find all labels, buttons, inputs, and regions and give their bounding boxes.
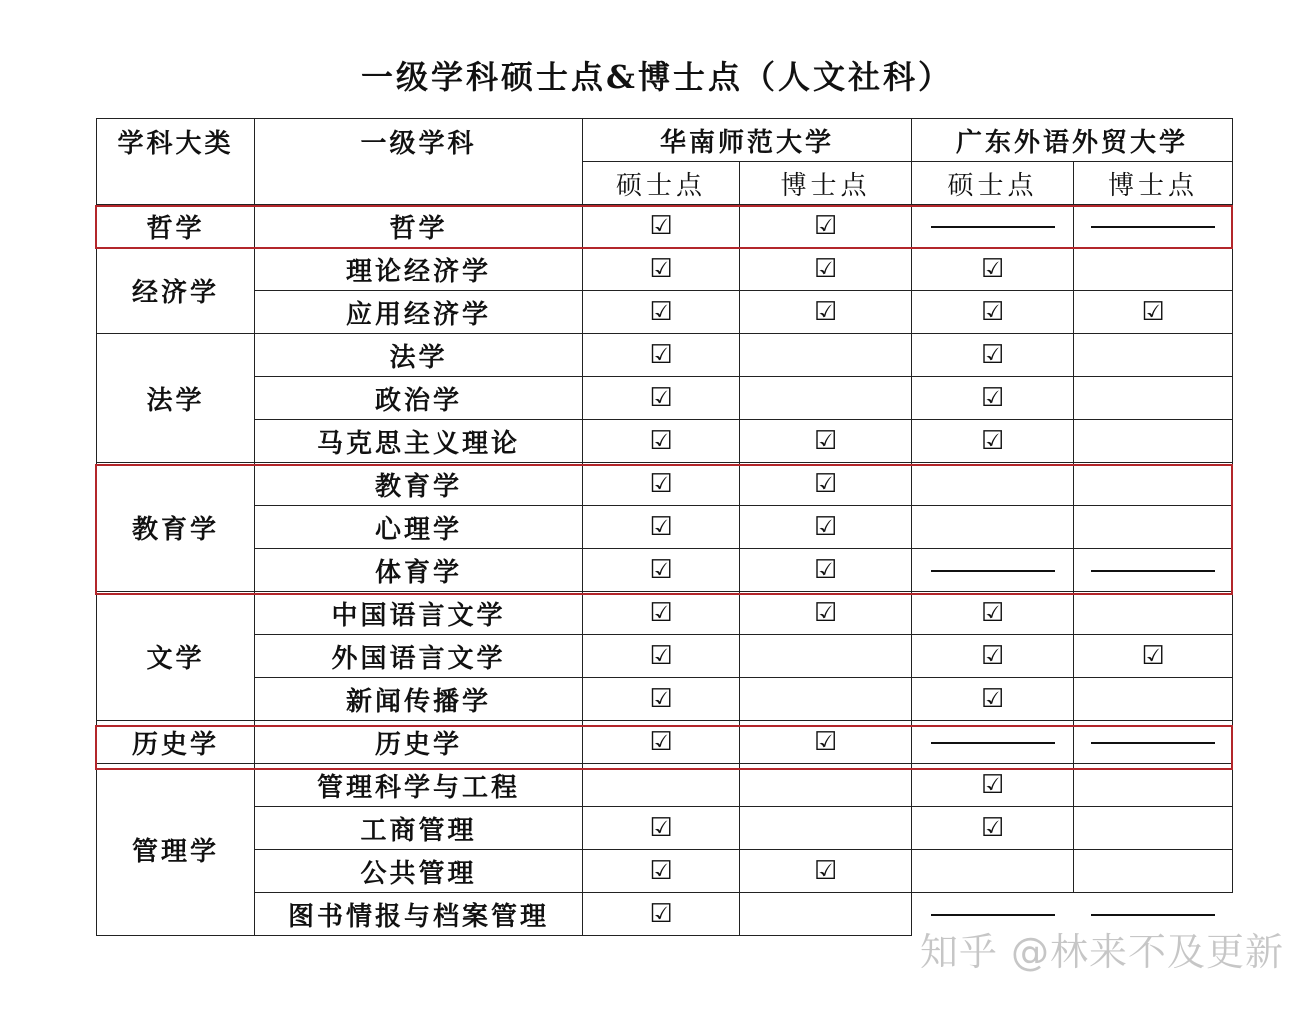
table-row [97, 205, 1233, 248]
cell-univ2-master [912, 291, 1074, 334]
header-univ2-doctor: 博士点 [1074, 162, 1233, 205]
dash-line-icon [931, 742, 1055, 744]
cell-univ1-master [583, 893, 740, 936]
cell-univ1-doctor [740, 807, 912, 850]
checkbox-checked-icon: ☑ [980, 340, 1005, 370]
cell-univ2-master [912, 807, 1074, 850]
checkbox-checked-icon: ☑ [649, 383, 673, 413]
table-row [97, 420, 1233, 463]
dash-line-icon [931, 570, 1055, 572]
cell-univ1-doctor [740, 893, 912, 936]
checkbox-checked-icon: ☑ [649, 684, 673, 714]
table-row [97, 721, 1233, 764]
cell-univ2-doctor [1074, 205, 1233, 248]
checkbox-checked-icon: ☑ [980, 254, 1005, 284]
checkbox-checked-icon: ☑ [813, 469, 838, 499]
checkbox-checked-icon: ☑ [649, 426, 673, 456]
discipline-cell: 马克思主义理论 [255, 420, 583, 463]
table-row [97, 377, 1233, 420]
discipline-cell: 中国语言文学 [255, 592, 583, 635]
checkbox-checked-icon: ☑ [649, 641, 673, 671]
checkbox-checked-icon: ☑ [649, 598, 673, 628]
cell-univ1-doctor [740, 764, 912, 807]
cell-univ2-doctor [1074, 549, 1233, 592]
checkbox-checked-icon: ☑ [649, 856, 673, 886]
discipline-cell: 外国语言文学 [255, 635, 583, 678]
header-univ2: 广东外语外贸大学 [912, 119, 1233, 162]
dash-line-icon [1091, 914, 1215, 916]
header-category: 学科大类 [97, 119, 255, 205]
discipline-cell: 政治学 [255, 377, 583, 420]
discipline-cell: 理论经济学 [255, 248, 583, 291]
cell-univ1-master [583, 420, 740, 463]
checkbox-checked-icon: ☑ [980, 426, 1005, 456]
cell-univ2-master [912, 549, 1074, 592]
table-row [97, 850, 1233, 893]
table-row [97, 807, 1233, 850]
checkbox-checked-icon: ☑ [813, 426, 838, 456]
discipline-cell: 图书情报与档案管理 [255, 893, 583, 936]
cell-univ2-master [912, 205, 1074, 248]
discipline-cell: 法学 [255, 334, 583, 377]
discipline-cell: 管理科学与工程 [255, 764, 583, 807]
cell-univ2-doctor [1074, 248, 1233, 291]
header-univ1-doctor: 博士点 [740, 162, 912, 205]
category-cell: 文学 [97, 592, 255, 721]
checkbox-checked-icon: ☑ [980, 770, 1005, 800]
checkbox-checked-icon: ☑ [980, 684, 1005, 714]
cell-univ2-master [912, 506, 1074, 549]
checkbox-checked-icon: ☑ [980, 297, 1005, 327]
checkbox-checked-icon: ☑ [813, 211, 838, 241]
header-univ1-master: 硕士点 [583, 162, 740, 205]
category-cell: 哲学 [97, 205, 255, 248]
cell-univ1-master [583, 850, 740, 893]
cell-univ1-master [583, 764, 740, 807]
cell-univ1-doctor [740, 205, 912, 248]
cell-univ1-doctor [740, 549, 912, 592]
cell-univ1-master [583, 807, 740, 850]
checkbox-checked-icon: ☑ [813, 555, 838, 585]
discipline-table [96, 118, 1233, 936]
category-cell: 教育学 [97, 463, 255, 592]
table-row [97, 549, 1233, 592]
page-title: 一级学科硕士点&博士点（人文社科） [361, 58, 953, 96]
discipline-cell: 新闻传播学 [255, 678, 583, 721]
cell-univ1-doctor [740, 291, 912, 334]
cell-univ1-doctor [740, 850, 912, 893]
discipline-cell: 公共管理 [255, 850, 583, 893]
discipline-cell: 历史学 [255, 721, 583, 764]
watermark: 知乎 @林来不及更新 [919, 930, 1284, 974]
cell-univ1-master [583, 721, 740, 764]
checkbox-checked-icon: ☑ [649, 211, 673, 241]
header-discipline: 一级学科 [255, 119, 583, 205]
checkbox-checked-icon: ☑ [1141, 297, 1165, 327]
cell-univ1-doctor [740, 463, 912, 506]
cell-univ2-master [912, 592, 1074, 635]
checkbox-checked-icon: ☑ [813, 297, 838, 327]
cell-univ1-doctor [740, 377, 912, 420]
cell-univ2-doctor [1074, 764, 1233, 807]
checkbox-checked-icon: ☑ [980, 383, 1005, 413]
cell-univ1-master [583, 592, 740, 635]
cell-univ2-master [912, 764, 1074, 807]
checkbox-checked-icon: ☑ [649, 555, 673, 585]
cell-univ2-doctor [1074, 635, 1233, 678]
cell-univ1-doctor [740, 248, 912, 291]
checkbox-checked-icon: ☑ [980, 813, 1005, 843]
cell-univ2-master [912, 850, 1074, 893]
checkbox-checked-icon: ☑ [649, 899, 673, 929]
discipline-cell: 体育学 [255, 549, 583, 592]
cell-univ2-master [912, 377, 1074, 420]
cell-univ1-master [583, 334, 740, 377]
table-row [97, 334, 1233, 377]
checkbox-checked-icon: ☑ [813, 598, 838, 628]
cell-univ1-doctor [740, 678, 912, 721]
cell-univ2-doctor [1074, 850, 1233, 893]
dash-line-icon [931, 914, 1055, 916]
checkbox-checked-icon: ☑ [649, 297, 673, 327]
checkbox-checked-icon: ☑ [1141, 641, 1165, 671]
cell-univ2-doctor [1074, 721, 1233, 764]
cell-univ2-master [912, 248, 1074, 291]
cell-univ2-doctor [1074, 463, 1233, 506]
checkbox-checked-icon: ☑ [649, 254, 673, 284]
cell-univ1-doctor [740, 635, 912, 678]
discipline-cell: 应用经济学 [255, 291, 583, 334]
category-cell: 法学 [97, 334, 255, 463]
table-row [97, 248, 1233, 291]
cell-univ2-master [912, 635, 1074, 678]
cell-univ1-doctor [740, 334, 912, 377]
cell-univ1-master [583, 205, 740, 248]
dash-line-icon [1091, 742, 1215, 744]
cell-univ1-doctor [740, 592, 912, 635]
cell-univ2-master [912, 334, 1074, 377]
cell-univ1-master [583, 248, 740, 291]
checkbox-checked-icon: ☑ [649, 469, 673, 499]
cell-univ1-master [583, 291, 740, 334]
table-row [97, 764, 1233, 807]
cell-univ2-master [912, 420, 1074, 463]
table-body [97, 205, 1233, 936]
cell-univ2-doctor [1074, 506, 1233, 549]
checkbox-checked-icon: ☑ [649, 813, 673, 843]
checkbox-checked-icon: ☑ [813, 512, 838, 542]
discipline-cell: 教育学 [255, 463, 583, 506]
category-cell: 历史学 [97, 721, 255, 764]
checkbox-checked-icon: ☑ [649, 340, 673, 370]
discipline-cell: 工商管理 [255, 807, 583, 850]
cell-univ1-master [583, 635, 740, 678]
cell-univ2-doctor [1074, 678, 1233, 721]
category-cell: 管理学 [97, 764, 255, 936]
cell-univ2-doctor [1074, 334, 1233, 377]
table-row [97, 635, 1233, 678]
category-cell: 经济学 [97, 248, 255, 334]
cell-univ1-doctor [740, 506, 912, 549]
cell-univ2-doctor [1074, 377, 1233, 420]
cell-univ1-master [583, 506, 740, 549]
cell-univ2-doctor [1074, 291, 1233, 334]
discipline-cell: 心理学 [255, 506, 583, 549]
checkbox-checked-icon: ☑ [813, 254, 838, 284]
cell-univ2-master [912, 721, 1074, 764]
discipline-cell: 哲学 [255, 205, 583, 248]
dash-line-icon [931, 226, 1055, 228]
cell-univ1-master [583, 463, 740, 506]
cell-univ1-doctor [740, 420, 912, 463]
checkbox-checked-icon: ☑ [980, 641, 1005, 671]
dash-line-icon [1091, 226, 1215, 228]
table-row [97, 678, 1233, 721]
header-univ1: 华南师范大学 [583, 119, 912, 162]
checkbox-checked-icon: ☑ [813, 856, 838, 886]
table-row [97, 291, 1233, 334]
cell-univ2-doctor [1074, 592, 1233, 635]
checkbox-checked-icon: ☑ [813, 727, 838, 757]
cell-univ2-doctor [1074, 420, 1233, 463]
cell-univ2-master [912, 678, 1074, 721]
dash-line-icon [1091, 570, 1215, 572]
cell-univ1-master [583, 678, 740, 721]
header-univ2-master: 硕士点 [912, 162, 1074, 205]
cell-univ1-master [583, 377, 740, 420]
cell-univ1-doctor [740, 721, 912, 764]
cell-univ2-master [912, 463, 1074, 506]
checkbox-checked-icon: ☑ [649, 727, 673, 757]
checkbox-checked-icon: ☑ [980, 598, 1005, 628]
cell-univ1-master [583, 549, 740, 592]
checkbox-checked-icon: ☑ [649, 512, 673, 542]
table-row [97, 463, 1233, 506]
table-row [97, 506, 1233, 549]
cell-univ2-doctor [1074, 807, 1233, 850]
table-row [97, 592, 1233, 635]
